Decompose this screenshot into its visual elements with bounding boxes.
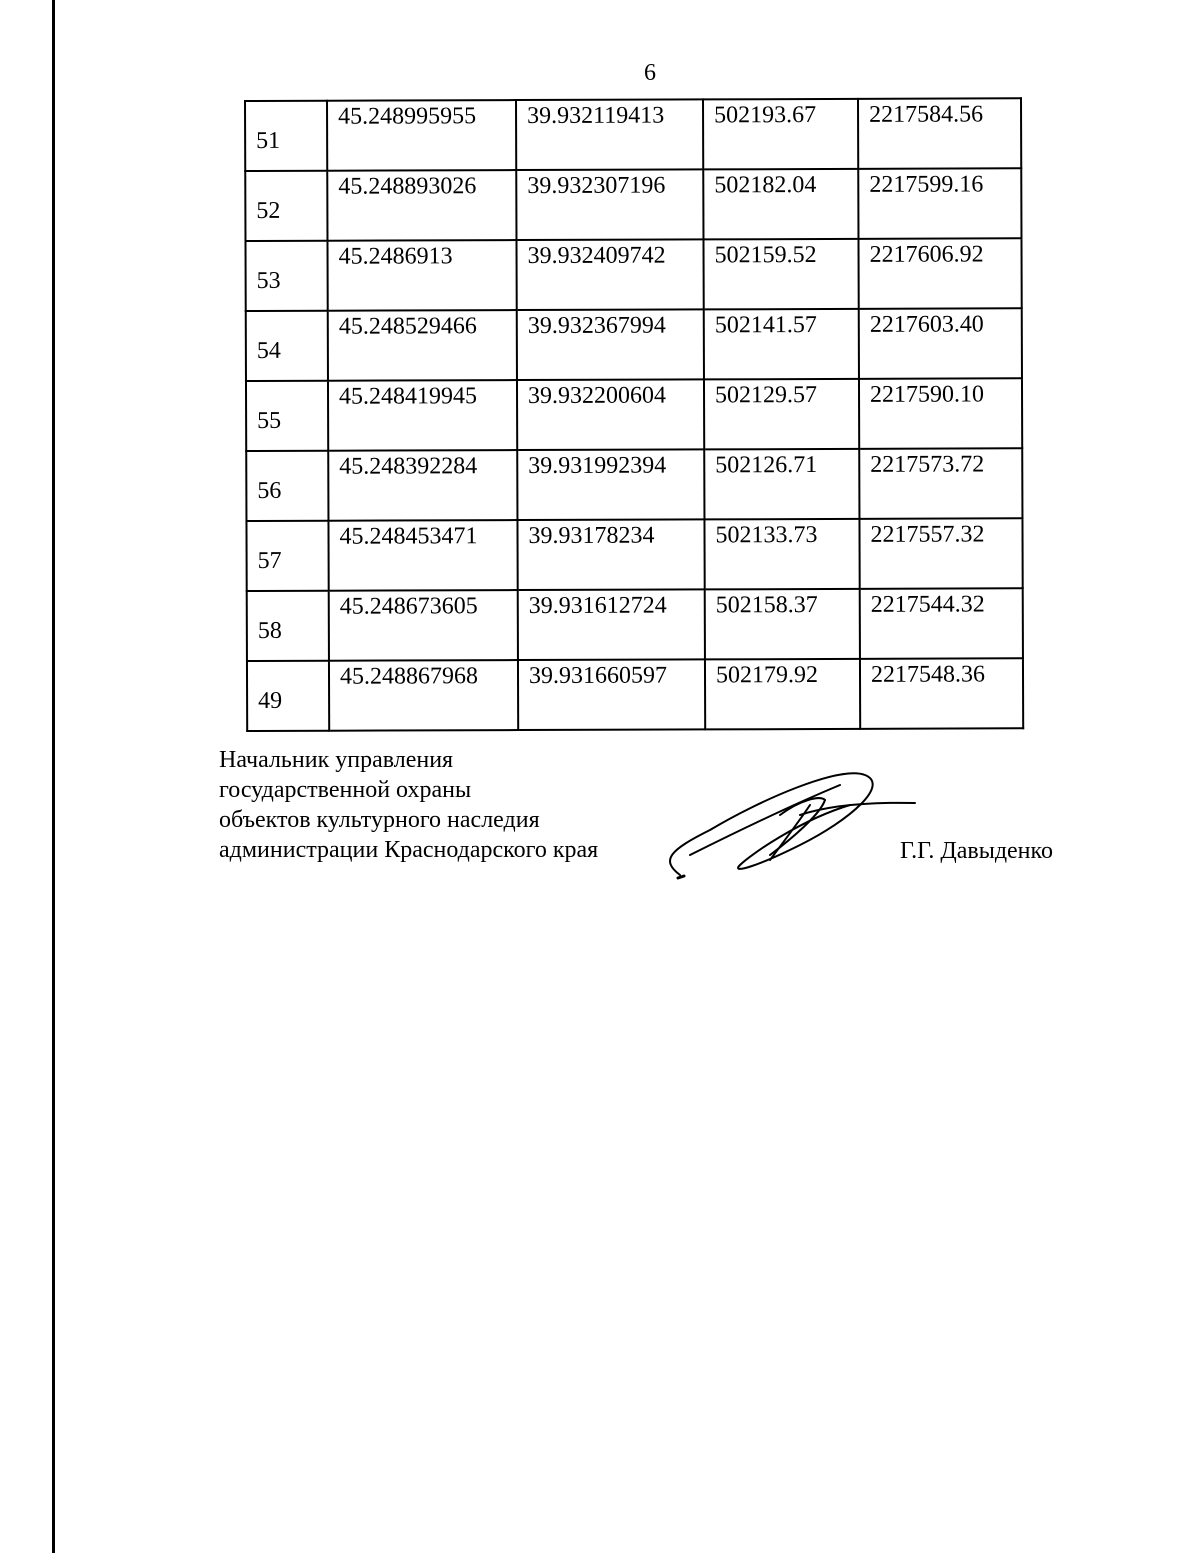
table-row [245, 238, 1021, 311]
coordinate-cell: 39.932307196 [516, 169, 703, 240]
table-row [246, 308, 1022, 381]
handwritten-signature [650, 760, 930, 890]
point-number-cell: 51 [245, 101, 327, 171]
coordinate-cell: 45.248529466 [328, 310, 517, 381]
coordinate-cell: 502182.04 [703, 169, 858, 240]
coordinate-cell: 39.931660597 [518, 659, 705, 730]
coordinates-table [244, 97, 1024, 732]
point-number-cell: 49 [247, 661, 329, 731]
position-line: объектов культурного наследия [219, 807, 540, 833]
coordinate-cell: 39.932200604 [517, 379, 704, 450]
coordinate-cell: 2217548.36 [860, 658, 1023, 729]
point-number-cell: 58 [247, 591, 329, 661]
point-number-cell: 52 [245, 171, 327, 241]
coordinate-cell: 502179.92 [705, 659, 860, 730]
coordinate-cell: 39.93178234 [517, 519, 704, 590]
position-line: государственной охраны [219, 777, 472, 803]
coordinate-cell: 502158.37 [705, 589, 860, 660]
point-number-cell: 56 [246, 451, 328, 521]
coordinate-cell: 2217573.72 [859, 448, 1022, 519]
table-row [247, 588, 1023, 661]
coordinate-cell: 45.248867968 [329, 660, 518, 731]
coordinate-cell: 39.931992394 [517, 449, 704, 520]
point-number-cell: 54 [246, 311, 328, 381]
coordinate-cell: 45.2486913 [327, 240, 516, 311]
coordinate-cell: 502133.73 [704, 519, 859, 590]
table-row [246, 518, 1022, 591]
coordinate-cell: 502141.57 [704, 309, 859, 380]
position-line: администрации Краснодарского края [219, 837, 599, 863]
page-number: 6 [644, 60, 656, 86]
coordinate-cell: 39.932119413 [516, 99, 703, 170]
coordinate-cell: 45.248995955 [327, 100, 516, 171]
coordinate-cell: 502126.71 [704, 449, 859, 520]
coordinate-cell: 2217590.10 [859, 378, 1022, 449]
point-number-cell: 53 [245, 241, 327, 311]
scan-edge-line [52, 0, 55, 1553]
coordinate-cell: 45.248419945 [328, 380, 517, 451]
coordinate-cell: 502193.67 [703, 99, 858, 170]
coordinate-cell: 45.248392284 [328, 450, 517, 521]
coordinate-cell: 39.932409742 [516, 239, 703, 310]
table-row [245, 168, 1021, 241]
table-row [246, 448, 1022, 521]
coordinate-cell: 2217557.32 [859, 518, 1022, 589]
coordinate-cell: 502159.52 [703, 239, 858, 310]
coordinates-table-body [245, 98, 1023, 731]
table-row [246, 378, 1022, 451]
table-row [247, 658, 1023, 731]
coordinate-cell: 45.248453471 [328, 520, 517, 591]
position-line: Начальник управления [219, 747, 454, 773]
coordinate-cell: 39.932367994 [517, 309, 704, 380]
coordinate-cell: 45.248893026 [327, 170, 516, 241]
point-number-cell: 55 [246, 381, 328, 451]
coordinate-cell: 45.248673605 [329, 590, 518, 661]
signer-name: Г.Г. Давыденко [900, 838, 1053, 864]
coordinate-cell: 2217606.92 [858, 238, 1021, 309]
coordinate-cell: 2217584.56 [858, 98, 1021, 169]
coordinate-cell: 2217599.16 [858, 168, 1021, 239]
coordinate-cell: 502129.57 [704, 379, 859, 450]
coordinate-cell: 2217603.40 [859, 308, 1022, 379]
table-row [245, 98, 1021, 171]
point-number-cell: 57 [246, 521, 328, 591]
coordinate-cell: 2217544.32 [860, 588, 1023, 659]
signatory-position [219, 745, 598, 865]
coordinate-cell: 39.931612724 [518, 589, 705, 660]
